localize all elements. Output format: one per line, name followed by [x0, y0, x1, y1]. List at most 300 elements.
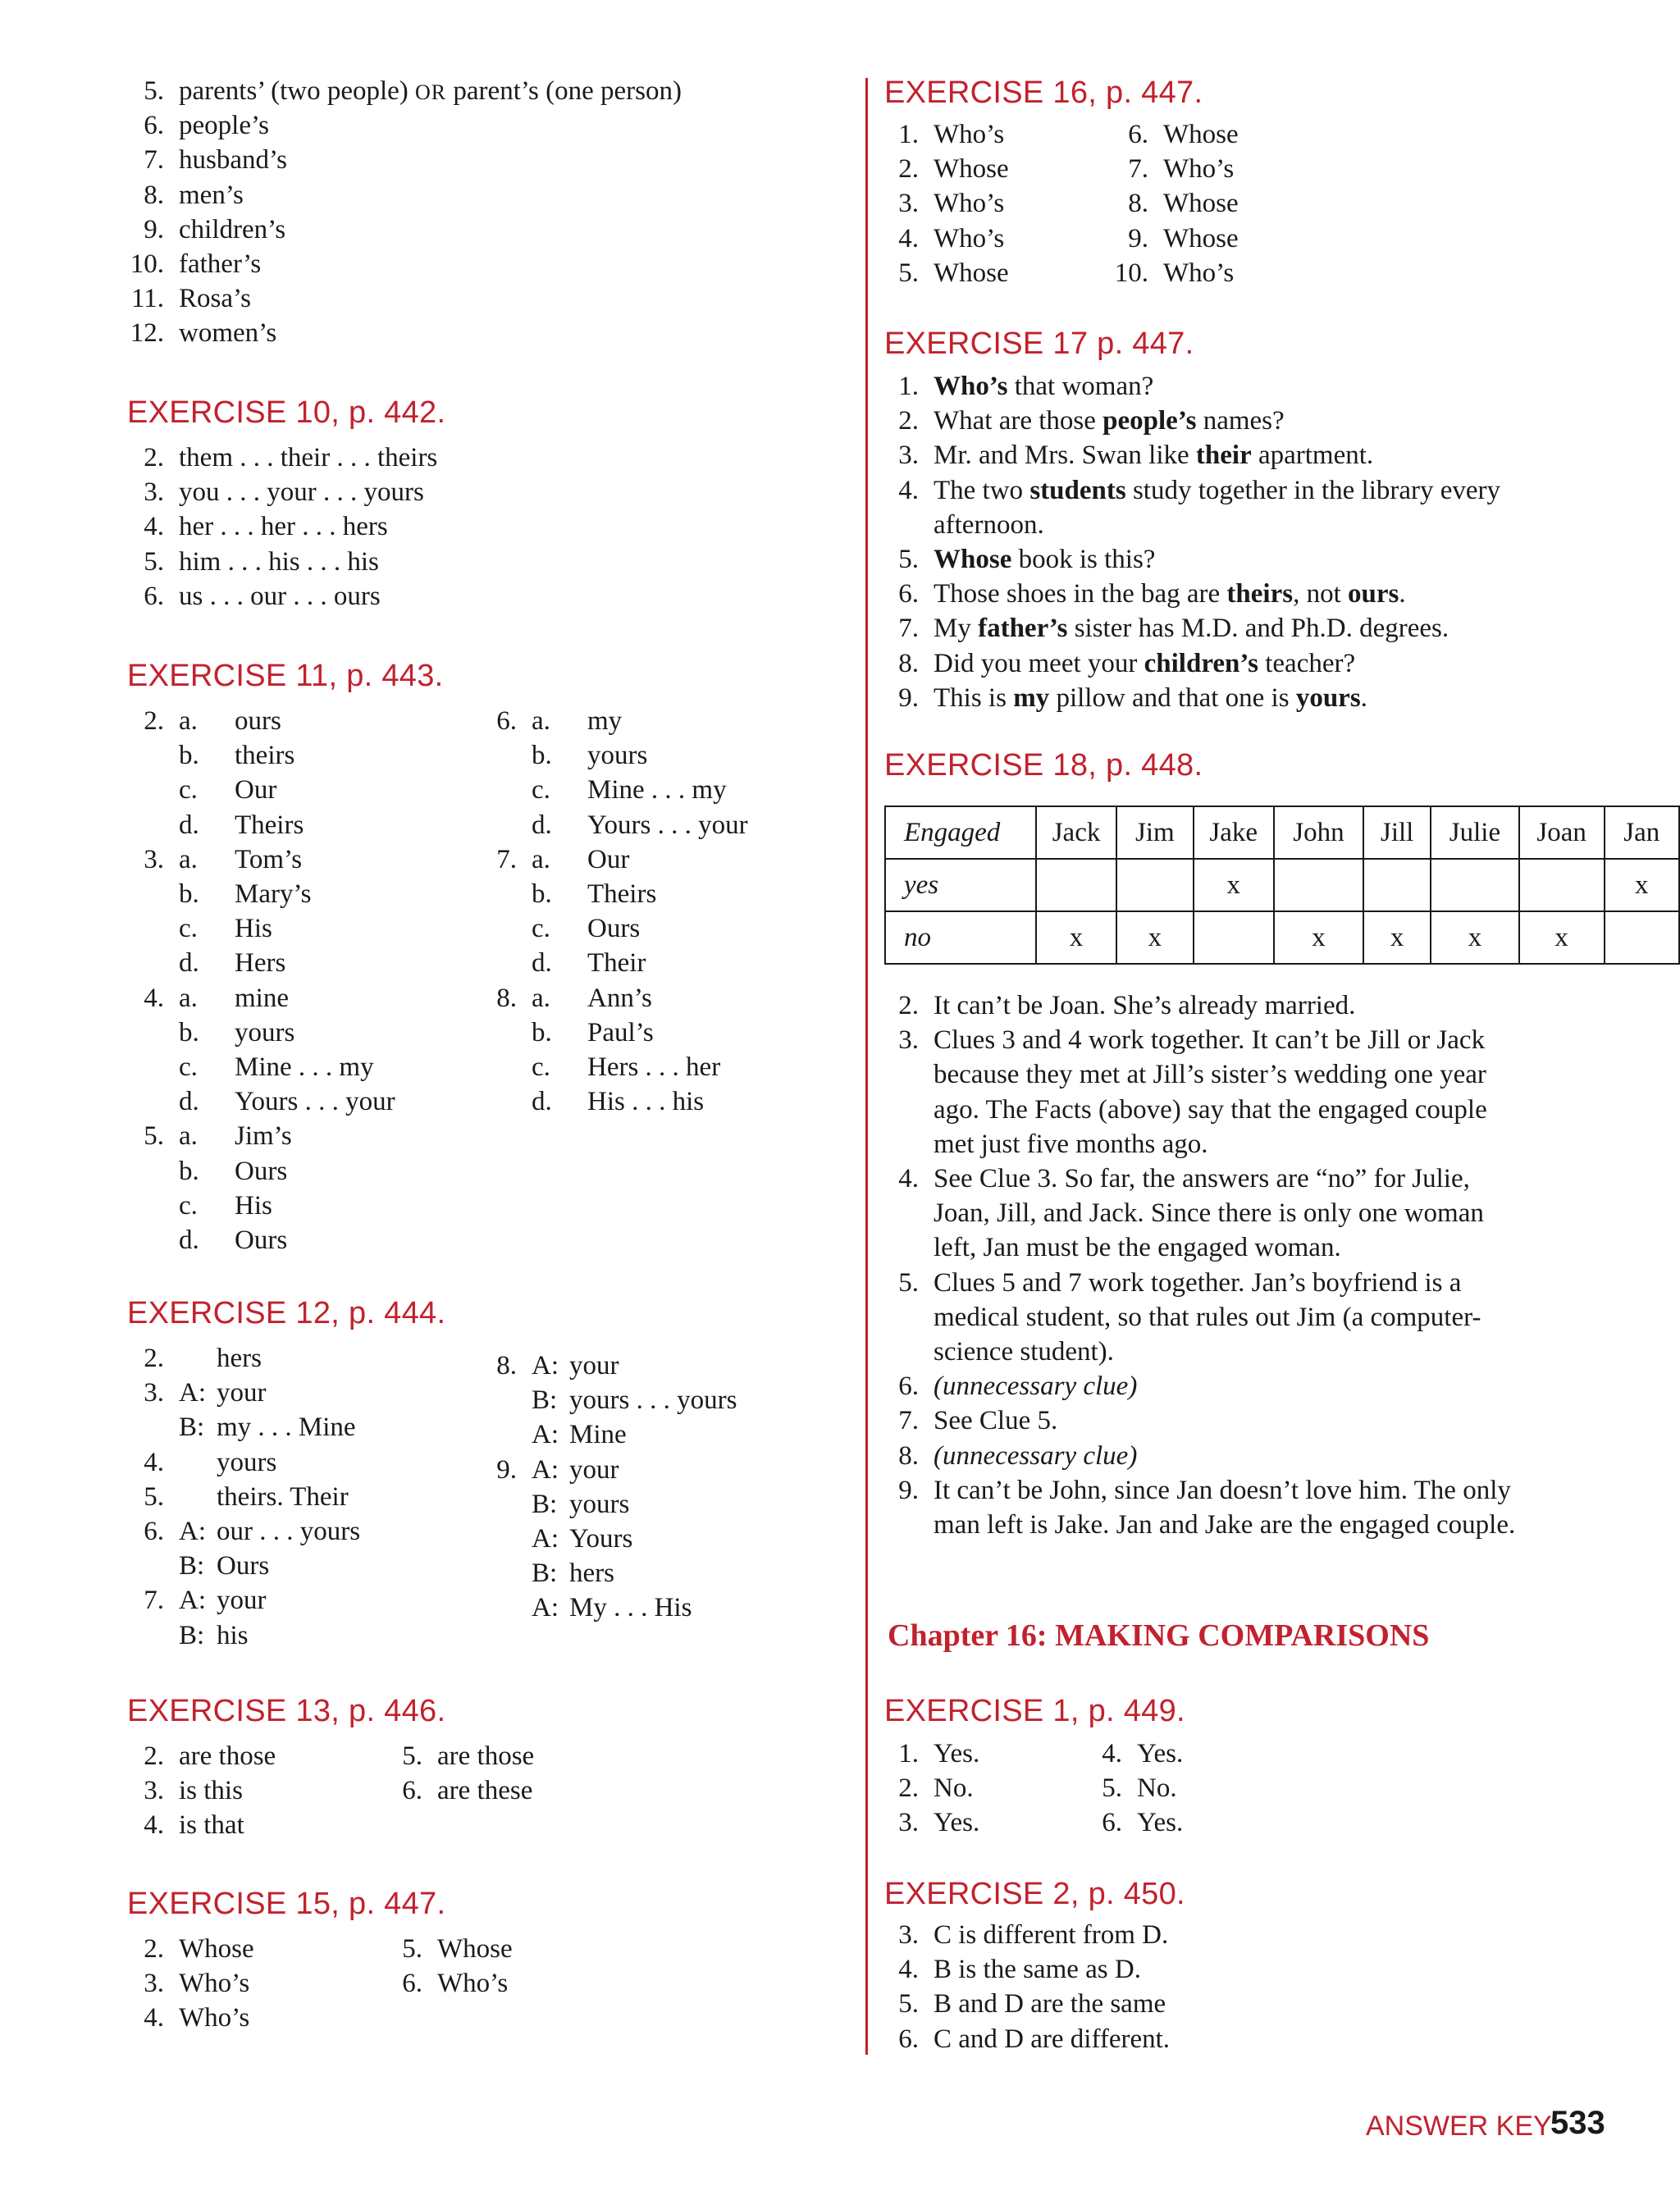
answer-line — [123, 704, 281, 738]
answer-line — [123, 178, 244, 212]
item-number: 2. — [144, 706, 164, 736]
item-letter: c. — [179, 1052, 198, 1082]
answer-text: Ann’s — [587, 983, 652, 1013]
answer-line — [878, 681, 1367, 715]
answer-text: Their — [587, 948, 646, 979]
table-header-cell: Jack — [1036, 806, 1116, 859]
table-cell: x — [1363, 911, 1431, 964]
answer-text: Who’s — [1163, 258, 1235, 288]
table-header-cell: Jim — [1116, 806, 1194, 859]
answer-text: theirs — [235, 741, 295, 771]
item-number: 7. — [144, 1586, 164, 1616]
answer-line — [123, 212, 285, 247]
answer-line — [123, 1480, 349, 1514]
answer-line — [381, 1773, 532, 1808]
answer-text: Who’s that woman? — [934, 372, 1154, 401]
answer-text: are those — [179, 1741, 276, 1771]
table-cell — [1274, 859, 1363, 911]
answer-line — [878, 542, 1155, 577]
item-number: 6. — [496, 706, 517, 736]
answer-text: man left is Jake. Jan and Jake are the engaged couple. — [934, 1510, 1516, 1540]
item-number: 7. — [496, 844, 517, 874]
answer-line — [1107, 152, 1234, 186]
answer-text: Who’s — [934, 189, 1005, 219]
answer-line — [123, 579, 381, 614]
answer-line — [476, 773, 727, 807]
item-number: 5. — [1102, 1773, 1122, 1804]
item-number: 10. — [130, 249, 164, 279]
item-letter: d. — [532, 1087, 552, 1117]
item-letter: a. — [179, 983, 198, 1013]
answer-line — [123, 946, 285, 980]
answer-text: Yours . . . your — [235, 1087, 395, 1117]
answer-line — [476, 1349, 619, 1383]
answer-text: Yours . . . your — [587, 810, 748, 840]
answer-text: ago. The Facts (above) say that the engaged couple — [934, 1094, 1487, 1125]
item-number: 2. — [144, 443, 164, 472]
table-row-label: yes — [885, 859, 1036, 911]
answer-line — [878, 186, 1004, 221]
item-number: 3. — [144, 1776, 164, 1806]
answer-text: Whose — [1163, 223, 1239, 253]
answer-text: Yours — [569, 1524, 633, 1554]
answer-line — [878, 404, 1285, 438]
answer-line — [381, 1932, 513, 1966]
answer-line — [123, 509, 388, 544]
table-cell: x — [1519, 911, 1605, 964]
answer-text: hers — [569, 1558, 614, 1589]
answer-text: Our — [587, 844, 630, 874]
answer-line — [123, 1773, 243, 1808]
answer-line — [123, 1514, 360, 1549]
answer-text: His . . . his — [587, 1087, 705, 1117]
speaker-label: A: — [532, 1454, 559, 1485]
answer-text: Who’s — [179, 1969, 250, 1999]
speaker-label: B: — [179, 1412, 205, 1443]
answer-line — [476, 1050, 720, 1084]
item-number: 9. — [144, 214, 164, 244]
answer-line — [123, 1154, 287, 1189]
answer-text: Ours — [587, 914, 641, 944]
answer-text: Yes. — [934, 1808, 980, 1838]
table-cell — [1519, 859, 1605, 911]
answer-line — [878, 473, 1500, 508]
item-letter: c. — [179, 1190, 198, 1221]
answer-line — [878, 221, 1004, 256]
answer-line — [123, 1445, 276, 1480]
answer-line — [878, 1987, 1166, 2021]
answer-text: Tom’s — [235, 844, 303, 874]
answer-line — [381, 1739, 534, 1773]
table-cell: x — [1605, 859, 1679, 911]
item-letter: b. — [532, 879, 552, 909]
item-letter: a. — [179, 706, 198, 736]
answer-line — [123, 911, 272, 946]
item-number: 12. — [130, 318, 164, 349]
item-letter: a. — [532, 706, 550, 736]
answer-line — [123, 1015, 294, 1050]
answer-text: Did you meet your children’s teacher? — [934, 648, 1356, 678]
item-number: 4. — [898, 475, 919, 505]
item-number: 1. — [898, 1739, 919, 1768]
item-number: 6. — [144, 111, 164, 141]
item-number: 8. — [144, 180, 164, 210]
answer-text: Whose book is this? — [934, 545, 1156, 574]
table-cell: x — [1116, 911, 1194, 964]
item-letter: c. — [532, 775, 550, 805]
answer-text: Whose — [1163, 120, 1239, 149]
answer-line — [1081, 1736, 1183, 1771]
speaker-label: B: — [532, 1489, 558, 1519]
answer-text: Mary’s — [235, 879, 312, 909]
answer-line — [123, 842, 302, 877]
answer-line — [123, 877, 312, 911]
item-number: 11. — [130, 284, 164, 314]
item-number: 10. — [1114, 258, 1148, 288]
answer-line — [878, 1473, 1511, 1508]
speaker-label: A: — [532, 1351, 559, 1381]
answer-text: Our — [235, 775, 277, 805]
item-number: 5. — [898, 1989, 919, 2019]
table-cell — [1431, 859, 1519, 911]
answer-line — [476, 1084, 704, 1119]
answer-line — [878, 152, 1009, 186]
item-letter: b. — [179, 741, 199, 771]
table-cell: x — [1431, 911, 1519, 964]
answer-text: your — [217, 1586, 267, 1616]
item-number: 8. — [898, 648, 919, 678]
item-number: 6. — [402, 1776, 422, 1806]
answer-line — [1107, 256, 1234, 290]
column-divider-rule — [865, 78, 868, 2055]
answer-text: My . . . His — [569, 1593, 692, 1623]
item-number: 5. — [144, 1121, 164, 1152]
speaker-label: A: — [179, 1378, 206, 1408]
answer-text: Whose — [934, 258, 1009, 288]
answer-text: Hers . . . her — [587, 1052, 721, 1082]
speaker-label: B: — [532, 1558, 558, 1589]
answer-text: Yes. — [1137, 1808, 1184, 1838]
answer-text: Hers — [235, 948, 286, 979]
exercise-16-heading: EXERCISE 16, p. 447. — [884, 75, 1203, 110]
speaker-label: A: — [532, 1420, 559, 1450]
answer-text: No. — [1137, 1773, 1177, 1804]
answer-line — [878, 1230, 1341, 1265]
answer-text: Mine . . . my — [235, 1052, 374, 1082]
item-letter: d. — [179, 1225, 199, 1255]
table-row — [885, 859, 1679, 911]
answer-line — [1081, 1805, 1183, 1840]
answer-text: yours . . . yours — [569, 1385, 737, 1416]
item-number: 6. — [402, 1969, 422, 1999]
answer-text: your — [569, 1351, 619, 1381]
answer-text: you . . . your . . . yours — [179, 477, 424, 508]
answer-text: yours — [217, 1447, 277, 1477]
answer-line — [878, 577, 1406, 611]
speaker-label: B: — [179, 1620, 205, 1650]
answer-line — [123, 1932, 254, 1966]
answer-text: yours — [235, 1017, 295, 1047]
item-number: 3. — [898, 1920, 919, 1950]
exercise-12-heading: EXERCISE 12, p. 444. — [127, 1296, 446, 1330]
answer-text: medical student, so that rules out Jim (a computer- — [934, 1302, 1481, 1332]
answer-line — [476, 1556, 614, 1590]
answer-line — [123, 2001, 249, 2035]
item-number: 8. — [496, 1351, 517, 1381]
answer-text: Who’s — [934, 223, 1005, 253]
answer-text: my . . . Mine — [217, 1412, 356, 1443]
answer-line — [123, 1739, 276, 1773]
item-letter: a. — [179, 844, 198, 874]
item-number: 3. — [144, 1969, 164, 1999]
item-number: 4. — [144, 983, 164, 1013]
answer-text: yours — [569, 1489, 630, 1519]
answer-text: Joan, Jill, and Jack. Since there is only one woman — [934, 1198, 1484, 1229]
answer-line — [878, 2022, 1170, 2056]
answer-line — [123, 738, 294, 773]
answer-text: them . . . their . . . theirs — [179, 443, 438, 472]
item-number: 6. — [898, 1371, 919, 1402]
answer-text: It can’t be John, since Jan doesn’t love him. The only — [934, 1475, 1511, 1505]
item-number: 2. — [898, 991, 919, 1020]
item-number: 2. — [144, 1934, 164, 1964]
item-number: 3. — [144, 477, 164, 508]
answer-text: (unnecessary clue) — [934, 1440, 1138, 1471]
item-letter: a. — [532, 844, 550, 874]
item-number: 6. — [1102, 1808, 1122, 1838]
item-number: 6. — [144, 1517, 164, 1546]
answer-line — [878, 1300, 1481, 1335]
table-cell: x — [1194, 859, 1274, 911]
answer-text: children’s — [179, 214, 286, 244]
answer-line — [476, 1590, 692, 1625]
answer-line — [476, 738, 647, 773]
item-number: 4. — [144, 1810, 164, 1841]
answer-text: The two students study together in the library every — [934, 475, 1501, 505]
answer-text: It can’t be Joan. She’s already married. — [934, 991, 1356, 1020]
answer-text: parents’ (two people) OR parent’s (one person) — [179, 76, 682, 106]
answer-line — [878, 1439, 1137, 1473]
answer-text: your — [217, 1378, 267, 1408]
item-number: 4. — [898, 1164, 919, 1193]
answer-text: Ours — [235, 1225, 288, 1255]
item-number: 9. — [898, 1475, 919, 1505]
answer-line — [878, 988, 1355, 1023]
answer-line — [878, 438, 1373, 472]
answer-text: Mine — [569, 1420, 627, 1450]
table-header-cell: Jill — [1363, 806, 1431, 859]
answer-text: See Clue 5. — [934, 1406, 1058, 1436]
table-header-cell: Jake — [1194, 806, 1274, 859]
answer-line — [1081, 1771, 1177, 1805]
answer-line — [878, 611, 1449, 646]
answer-text: B and D are the same — [934, 1989, 1166, 2019]
item-number: 9. — [898, 682, 919, 713]
table-row-label: no — [885, 911, 1036, 964]
table-row — [885, 911, 1679, 964]
answer-text: Whose — [437, 1934, 513, 1964]
item-letter: c. — [532, 914, 550, 944]
answer-line — [123, 545, 379, 579]
item-number: 8. — [1128, 189, 1148, 219]
answer-line — [123, 1618, 249, 1653]
item-number: 4. — [144, 512, 164, 542]
item-number: 5. — [898, 545, 919, 574]
item-number: 9. — [496, 1454, 517, 1485]
answer-text: C and D are different. — [934, 2024, 1171, 2054]
answer-text: Yes. — [1137, 1739, 1184, 1768]
answer-line — [878, 1057, 1486, 1092]
answer-line — [878, 117, 1004, 152]
answer-line — [123, 143, 287, 177]
answer-text: C is different from D. — [934, 1920, 1169, 1950]
answer-text: Clues 3 and 4 work together. It can’t be Jill or Jack — [934, 1025, 1486, 1056]
exercise-13-heading: EXERCISE 13, p. 446. — [127, 1694, 446, 1728]
answer-text: Yes. — [934, 1739, 980, 1768]
answer-text: father’s — [179, 249, 262, 279]
answer-text: her . . . her . . . hers — [179, 512, 388, 542]
answer-line — [123, 74, 682, 108]
answer-line — [476, 1487, 629, 1522]
table-cell: x — [1036, 911, 1116, 964]
exercise-11-heading: EXERCISE 11, p. 443. — [127, 659, 444, 693]
answer-text: because they met at Jill’s sister’s wedding one year — [934, 1060, 1486, 1090]
answer-line — [476, 911, 640, 946]
answer-text: him . . . his . . . his — [179, 546, 379, 577]
answer-line — [123, 773, 276, 807]
table-header-cell: John — [1274, 806, 1363, 859]
item-number: 7. — [898, 614, 919, 644]
item-number: 2. — [898, 406, 919, 436]
item-number: 8. — [496, 983, 517, 1013]
answer-line — [476, 704, 622, 738]
chapter-16-title: Chapter 16: MAKING COMPARISONS — [888, 1618, 1430, 1653]
item-number: 1. — [898, 120, 919, 149]
answer-line — [123, 808, 304, 842]
answer-line — [123, 1119, 292, 1153]
item-letter: d. — [179, 1087, 199, 1117]
answer-line — [878, 646, 1355, 681]
answer-line — [878, 1127, 1208, 1161]
item-letter: d. — [179, 810, 199, 840]
item-letter: b. — [179, 879, 199, 909]
speaker-label: A: — [532, 1593, 559, 1623]
answer-text: Paul’s — [587, 1017, 654, 1047]
exercise-18-heading: EXERCISE 18, p. 448. — [884, 748, 1203, 783]
item-number: 3. — [898, 189, 919, 219]
answer-text: Who’s — [437, 1969, 509, 1999]
table-corner-cell: Engaged — [885, 806, 1036, 859]
table-cell — [1194, 911, 1274, 964]
answer-line — [123, 1341, 262, 1376]
table-header-cell: Joan — [1519, 806, 1605, 859]
table-cell — [1116, 859, 1194, 911]
answer-line — [123, 981, 289, 1015]
answer-line — [381, 1966, 508, 2001]
item-letter: d. — [179, 948, 199, 979]
item-letter: d. — [532, 948, 552, 979]
answer-line — [878, 1161, 1470, 1196]
answer-line — [1107, 117, 1239, 152]
item-number: 5. — [898, 258, 919, 288]
answer-text: Jim’s — [235, 1121, 292, 1152]
answer-text: our . . . yours — [217, 1517, 361, 1546]
answer-text: my — [587, 706, 623, 736]
item-number: 7. — [898, 1406, 919, 1436]
answer-text: theirs. Their — [217, 1481, 349, 1512]
answer-text: No. — [934, 1773, 974, 1804]
answer-line — [123, 1223, 287, 1257]
table-header-row — [885, 806, 1679, 859]
answer-text: Whose — [1163, 189, 1239, 219]
answer-line — [878, 1266, 1461, 1300]
answer-line — [476, 1015, 654, 1050]
answer-line — [476, 842, 629, 877]
answer-text: Theirs — [235, 810, 304, 840]
item-number: 5. — [144, 1481, 164, 1512]
answer-text: My father’s sister has M.D. and Ph.D. degrees. — [934, 614, 1449, 644]
answer-text: Who’s — [1163, 154, 1235, 185]
item-letter: c. — [179, 775, 198, 805]
answer-line — [878, 1023, 1485, 1057]
item-number: 7. — [1128, 154, 1148, 185]
answer-line — [878, 1771, 974, 1805]
answer-line — [123, 1189, 272, 1223]
answer-line — [123, 1376, 267, 1410]
answer-text: science student). — [934, 1337, 1114, 1367]
answer-line — [123, 281, 251, 316]
answer-line — [878, 1369, 1137, 1403]
answer-line — [878, 1918, 1168, 1952]
answer-line — [878, 1093, 1487, 1127]
answer-line — [123, 1583, 267, 1618]
chapter-16-exercise-1-heading: EXERCISE 1, p. 449. — [884, 1694, 1185, 1728]
speaker-label: A: — [179, 1586, 206, 1616]
item-letter: b. — [532, 1017, 552, 1047]
answer-text: Clues 5 and 7 work together. Jan’s boyfriend is a — [934, 1267, 1462, 1298]
answer-line — [878, 1736, 979, 1771]
answer-line — [123, 440, 437, 475]
item-letter: b. — [532, 741, 552, 771]
answer-text: Ours — [235, 1156, 288, 1186]
exercise-15-heading: EXERCISE 15, p. 447. — [127, 1887, 446, 1921]
answer-line — [123, 1410, 356, 1444]
answer-text: people’s — [179, 111, 269, 141]
answer-text: His — [235, 914, 272, 944]
item-letter: b. — [179, 1156, 199, 1186]
answer-text: are those — [437, 1741, 535, 1771]
answer-text: Who’s — [179, 2003, 250, 2033]
item-number: 2. — [144, 1741, 164, 1771]
item-letter: c. — [532, 1052, 550, 1082]
item-letter: d. — [532, 810, 552, 840]
exercise-17-heading: EXERCISE 17 p. 447. — [884, 326, 1194, 361]
answer-line — [123, 1966, 249, 2001]
answer-line — [476, 808, 748, 842]
answer-line — [878, 1196, 1484, 1230]
item-number: 2. — [144, 1344, 164, 1373]
item-number: 3. — [898, 440, 919, 471]
answer-line — [123, 1808, 244, 1842]
item-letter: a. — [532, 983, 550, 1013]
answer-text: your — [569, 1454, 619, 1485]
answer-line — [476, 877, 656, 911]
answer-line — [123, 108, 269, 143]
answer-line — [123, 316, 276, 350]
item-number: 6. — [144, 581, 164, 611]
item-number: 4. — [144, 1447, 164, 1477]
item-letter: b. — [179, 1017, 199, 1047]
